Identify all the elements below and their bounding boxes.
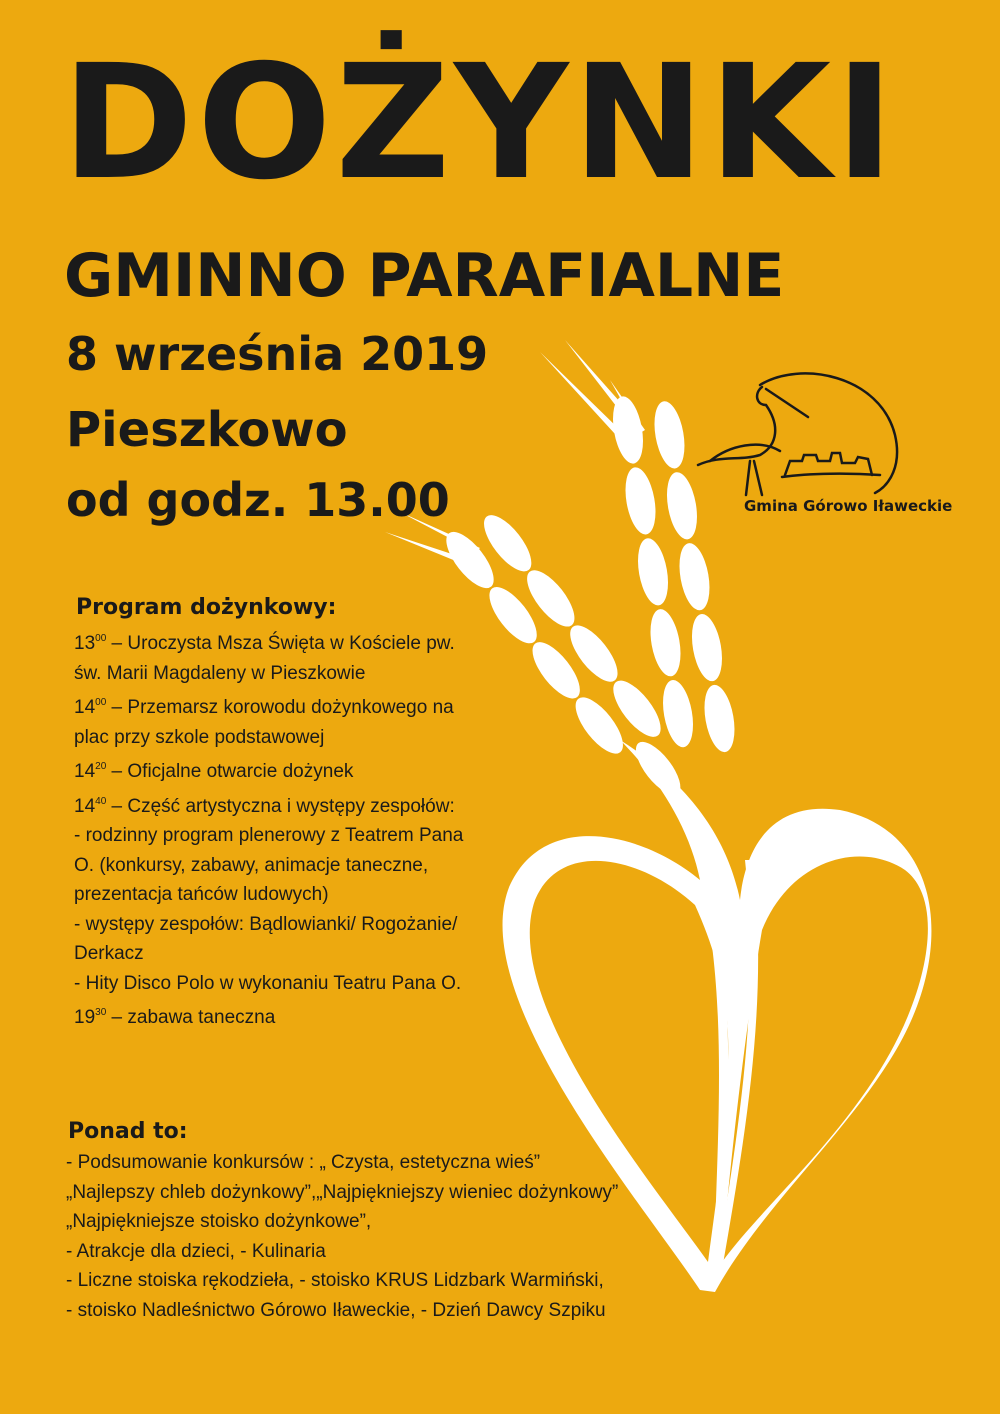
event-date: 8 września 2019 bbox=[66, 327, 489, 381]
program-heading: Program dożynkowy: bbox=[76, 595, 337, 620]
program-minutes: 00 bbox=[95, 697, 107, 708]
program-text: – Uroczysta Msza Święta w Kościele pw. bbox=[106, 633, 455, 654]
extras-item: „Najpiękniejsze stoisko dożynkowe”, bbox=[66, 1211, 372, 1232]
program-text: – Przemarsz korowodu dożynkowego na bbox=[106, 697, 454, 718]
program-item bbox=[74, 998, 532, 1033]
program-hour: 14 bbox=[74, 795, 96, 817]
extras-item: „Najlepszy chleb dożynkowy”,„Najpiękniejszy wieniec dożynkowy” bbox=[66, 1181, 619, 1203]
program-item bbox=[74, 880, 532, 910]
program-item bbox=[74, 752, 532, 787]
extras-item: - stoisko Nadleśnictwo Górowo Iławeckie, - Dzień Dawcy Szpiku bbox=[66, 1299, 606, 1321]
program-text: – zabawa taneczna bbox=[106, 1007, 276, 1028]
program-hour: 19 bbox=[74, 1007, 96, 1028]
program-item bbox=[74, 969, 532, 999]
program-hour: 14 bbox=[74, 697, 96, 718]
program-text: O. (konkursy, zabawy, animacje taneczne, bbox=[74, 854, 429, 876]
program-item bbox=[74, 624, 532, 659]
program-item bbox=[74, 851, 532, 881]
program-item bbox=[74, 659, 532, 689]
program-item bbox=[74, 787, 532, 822]
program-minutes: 40 bbox=[95, 795, 107, 807]
logo-text: Gmina Górowo Iławeckie bbox=[744, 497, 953, 515]
program-item bbox=[74, 688, 532, 723]
program-text: Derkacz bbox=[74, 943, 144, 964]
program-minutes: 00 bbox=[95, 633, 107, 644]
program-list bbox=[62, 624, 532, 1033]
program-item bbox=[74, 723, 532, 753]
program-text: – Część artystyczna i występy zespołów: bbox=[106, 795, 455, 817]
program-text: św. Marii Magdaleny w Pieszkowie bbox=[74, 662, 366, 684]
program-text: plac przy szkole podstawowej bbox=[74, 726, 325, 748]
program-hour: 13 bbox=[74, 633, 96, 654]
program-text: - występy zespołów: Bądlowianki/ Rogożanie/ bbox=[74, 913, 458, 935]
program-minutes: 20 bbox=[95, 761, 107, 772]
program-hour: 14 bbox=[74, 761, 96, 782]
extras-heading: Ponad to: bbox=[68, 1119, 188, 1144]
program-text: - rodzinny program plenerowy z Teatrem Pana bbox=[74, 825, 464, 846]
event-title: DOŻYNKI bbox=[62, 31, 898, 215]
program-minutes: 30 bbox=[95, 1007, 107, 1018]
program-item bbox=[74, 821, 532, 851]
event-subtitle: GMINNO PARAFIALNE bbox=[64, 241, 785, 311]
extras-section bbox=[62, 1118, 702, 1325]
extras-item: - Liczne stoiska rękodzieła, - stoisko KRUS Lidzbark Warmiński, bbox=[66, 1270, 604, 1291]
program-text: prezentacja tańców ludowych) bbox=[74, 884, 329, 905]
program-text: - Hity Disco Polo w wykonaniu Teatru Pana O. bbox=[74, 972, 462, 994]
program-item bbox=[74, 910, 532, 940]
extras-list bbox=[62, 1148, 702, 1325]
program-text: – Oficjalne otwarcie dożynek bbox=[106, 761, 354, 782]
event-time: od godz. 13.00 bbox=[66, 473, 450, 527]
extras-item: - Atrakcje dla dzieci, - Kulinaria bbox=[66, 1240, 326, 1262]
program-item bbox=[74, 939, 532, 969]
event-place: Pieszkowo bbox=[66, 402, 348, 458]
program-section bbox=[62, 594, 532, 1033]
extras-item: - Podsumowanie konkursów : „ Czysta, estetyczna wieś” bbox=[66, 1152, 541, 1173]
